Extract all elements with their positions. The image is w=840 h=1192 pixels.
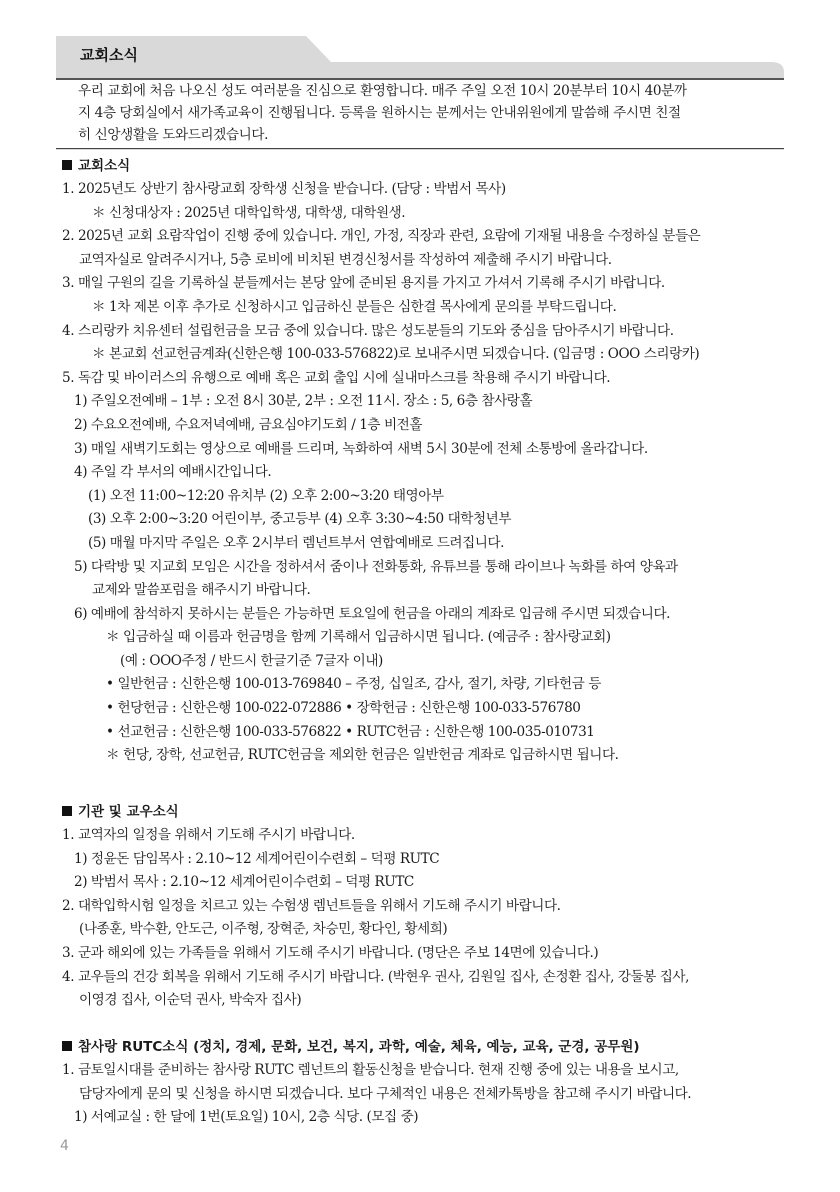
schedule-line: (3) 오후 2:00~3:20 어린이부, 중고등부 (4) 오후 3:30~4:50 대학청년부 bbox=[88, 511, 512, 528]
offering-note: ＊ 헌당, 장학, 선교헌금, RUTC헌금을 제외한 헌금은 일반헌금 계좌로 입금하시면 됩니다. bbox=[106, 747, 619, 764]
news-subitem: 1) 주일오전예배 – 1부 : 오전 8시 30분, 2부 : 오전 11시. 장소 : 5, 6층 참사랑홀 bbox=[74, 393, 533, 410]
intro-divider bbox=[56, 148, 784, 150]
square-bullet-icon bbox=[62, 160, 72, 170]
offering-note-cont: (예 : OOO주정 / 반드시 한글기준 7글자 이내) bbox=[120, 652, 383, 669]
news-item-cont: 교역자실로 알려주시거나, 5층 로비에 비치된 변경신청서를 작성하여 제출해 주시기 바랍니다. bbox=[79, 251, 612, 268]
intro-line: 히 신앙생활을 도와드리겠습니다. bbox=[78, 127, 269, 143]
intro-line: 우리 교회에 처음 나오신 성도 여러분을 진심으로 환영합니다. 매주 주일 오전 10시 20분부터 10시 40분까 bbox=[78, 83, 687, 99]
news-item: 2. 2025년 교회 요람작업이 진행 중에 있습니다. 개인, 가정, 직장과 관련, 요람에 기재될 내용을 수정하실 분들은 bbox=[62, 228, 701, 245]
welcome-intro bbox=[78, 80, 768, 146]
header-tab-shape bbox=[56, 36, 784, 80]
offering-account: • 선교헌금 : 신한은행 100-033-576822 • RUTC헌금 : 신한은행 100-035-010731 bbox=[106, 723, 595, 740]
square-bullet-icon bbox=[62, 1041, 72, 1051]
rutc-news-section bbox=[62, 1035, 691, 1130]
news-note: ＊ 신청대상자 : 2025년 대학입학생, 대학생, 대학원생. bbox=[92, 204, 406, 221]
news-item-cont: (나종훈, 박수환, 안도근, 이주형, 장혁준, 차승민, 황다인, 황세희) bbox=[79, 921, 448, 938]
news-subitem-cont: 교제와 말씀포럼을 해주시기 바랍니다. bbox=[92, 582, 311, 599]
news-subitem: 2) 수요오전예배, 수요저녁예배, 금요심야기도회 / 1층 비전홀 bbox=[74, 416, 423, 433]
news-item-cont: 이영경 집사, 이순덕 권사, 박숙자 집사) bbox=[79, 992, 302, 1009]
section-heading: 참사랑 RUTC소식 (정치, 경제, 문화, 보건, 복지, 과학, 예술, 체육, 예능, 교육, 군경, 공무원) bbox=[62, 1035, 691, 1059]
members-news-section bbox=[62, 800, 689, 1013]
news-subitem: 2) 박범서 목사 : 2.10~12 세계어린이수련회 – 덕평 RUTC bbox=[74, 874, 414, 891]
offering-account: • 일반헌금 : 신한은행 100-013-769840 – 주정, 십일조, 감사, 절기, 차량, 기타헌금 등 bbox=[106, 676, 601, 693]
section-heading: 기관 및 교우소식 bbox=[62, 800, 689, 824]
news-note: ＊ 본교회 선교헌금계좌(신한은행 100-033-576822)로 보내주시면 되겠습니다. (입금명 : OOO 스리랑카) bbox=[92, 346, 700, 363]
news-item: 3. 군과 해외에 있는 가족들을 위해서 기도해 주시기 바랍니다. (명단은 주보 14면에 있습니다.) bbox=[62, 944, 599, 961]
news-item: 1. 금토일시대를 준비하는 참사랑 RUTC 렘넌트의 활동신청을 받습니다. 현재 진행 중에 있는 내용을 보시고, bbox=[62, 1062, 679, 1078]
page-title: 교회소식 bbox=[80, 46, 138, 64]
news-subitem: 4) 주일 각 부서의 예배시간입니다. bbox=[74, 464, 272, 481]
news-item: 5. 독감 및 바이러스의 유행으로 예배 혹은 교회 출입 시에 실내마스크를 착용해 주시기 바랍니다. bbox=[62, 369, 611, 386]
news-item: 3. 매일 구원의 길을 기록하실 분들께서는 본당 앞에 준비된 용지를 가지고 가셔서 기록해 주시기 바랍니다. bbox=[62, 275, 665, 292]
news-item-cont: 담당자에게 문의 및 신청을 하시면 되겠습니다. 보다 구체적인 내용은 전체카톡방을 참고해 주시기 바랍니다. bbox=[79, 1085, 692, 1102]
offering-note: ＊ 입금하실 때 이름과 헌금명을 함께 기록해서 입금하시면 됩니다. (예금주 : 참사랑교회) bbox=[106, 629, 611, 646]
news-subitem: 3) 매일 새벽기도회는 영상으로 예배를 드리며, 녹화하여 새벽 5시 30분에 전체 소통방에 올라갑니다. bbox=[74, 440, 648, 457]
news-item: 4. 스리랑카 치유센터 설립헌금을 모금 중에 있습니다. 많은 성도분들의 기도와 중심을 담아주시기 바랍니다. bbox=[62, 322, 674, 339]
news-subitem: 6) 예배에 참석하지 못하시는 분들은 가능하면 토요일에 헌금을 아래의 계좌로 입금해 주시면 되겠습니다. bbox=[74, 605, 670, 622]
news-item: 4. 교우들의 건강 회복을 위해서 기도해 주시기 바랍니다. (박현우 권사, 김원일 집사, 손정환 집사, 강둘봉 집사, bbox=[62, 968, 689, 985]
news-item: 2. 대학입학시험 일정을 치르고 있는 수험생 렘넌트들을 위해서 기도해 주시기 바랍니다. bbox=[62, 897, 561, 914]
news-subitem: 1) 서예교실 : 한 달에 1번(토요일) 10시, 2층 식당. (모집 중) bbox=[74, 1109, 419, 1126]
offering-account: • 헌당헌금 : 신한은행 100-022-072886 • 장학헌금 : 신한은행 100-033-576780 bbox=[106, 700, 581, 717]
section-header-tab bbox=[56, 36, 784, 80]
section-heading: 교회소식 bbox=[62, 154, 700, 178]
church-news-section bbox=[62, 154, 700, 768]
page-number: 4 bbox=[60, 1138, 69, 1154]
news-note: ＊ 1차 제본 이후 추가로 신청하시고 입금하신 분들은 심한결 목사에게 문의를 부탁드립니다. bbox=[92, 298, 617, 315]
news-item: 1. 2025년도 상반기 참사랑교회 장학생 신청을 받습니다. (담당 : 박범서 목사) bbox=[62, 181, 506, 197]
intro-line: 지 4층 당회실에서 새가족교육이 진행됩니다. 등록을 원하시는 분께서는 안내위원에게 말씀해 주시면 친절 bbox=[78, 105, 681, 121]
news-subitem: 5) 다락방 및 지교회 모임은 시간을 정하셔서 줌이나 전화통화, 유튜브를 통해 라이브나 녹화를 하여 양육과 bbox=[74, 558, 678, 575]
news-subitem: 1) 정윤돈 담임목사 : 2.10~12 세계어린이수련회 – 덕평 RUTC bbox=[74, 850, 440, 867]
schedule-line: (1) 오전 11:00~12:20 유치부 (2) 오후 2:00~3:20 태영아부 bbox=[88, 487, 444, 504]
schedule-line: (5) 매월 마지막 주일은 오후 2시부터 렘넌트부서 연합예배로 드려집니다. bbox=[88, 534, 505, 551]
news-item: 1. 교역자의 일정을 위해서 기도해 주시기 바랍니다. bbox=[62, 827, 355, 843]
square-bullet-icon bbox=[62, 806, 72, 816]
